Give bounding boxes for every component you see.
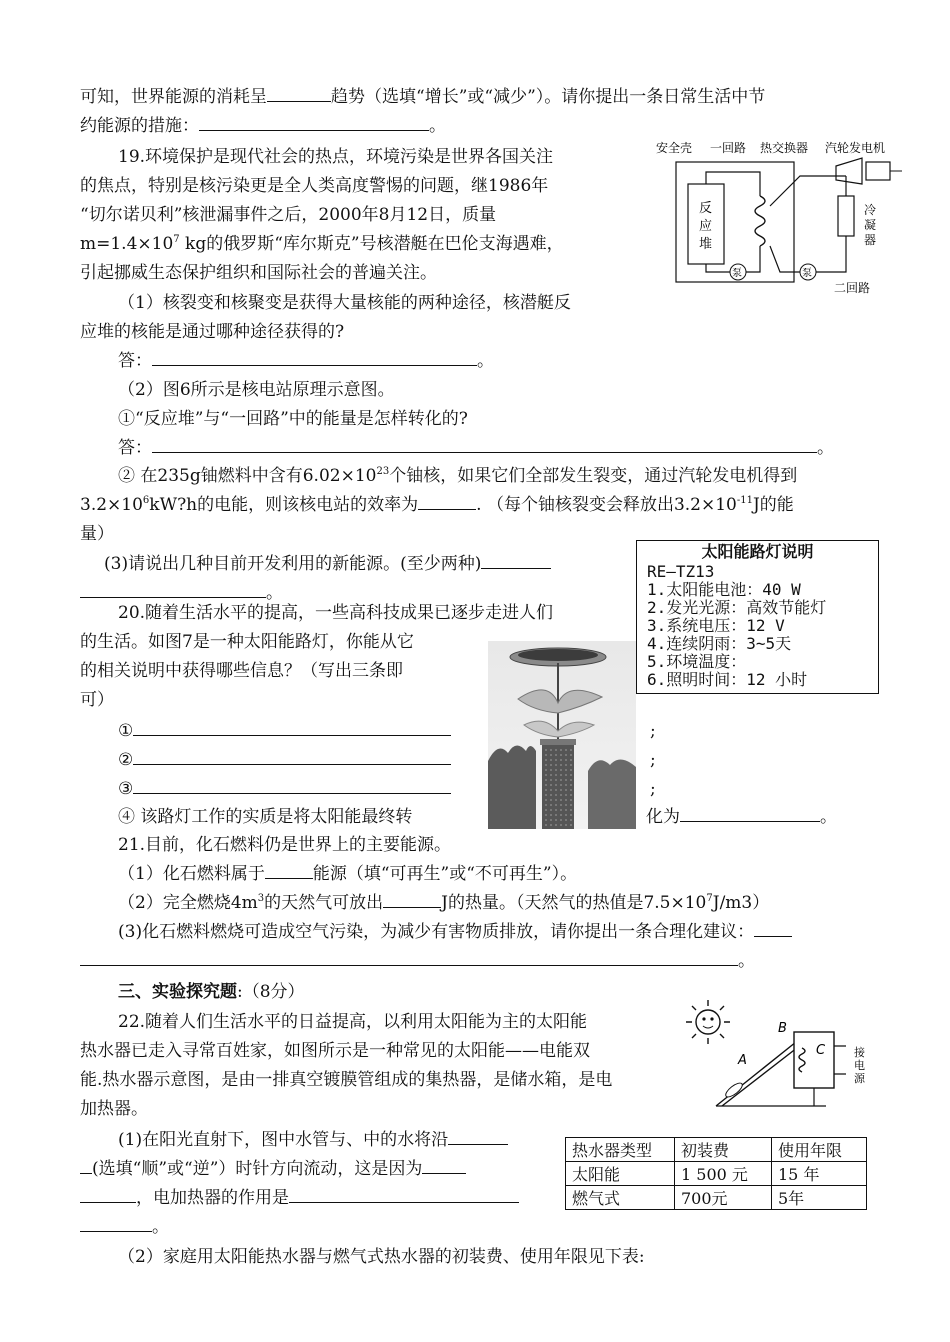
q19-answer-line [118, 437, 834, 459]
superscript: 23 [376, 466, 390, 477]
q21-part1 [118, 863, 577, 885]
q19-part3-cont [80, 582, 283, 604]
q19-line: “切尔诺贝利”核泄漏事件之后，2000年8月12日，质量 [80, 205, 497, 225]
superscript: 6 [142, 495, 150, 506]
item-marker: ③ [118, 779, 134, 799]
q20-text: 化为 [646, 807, 680, 827]
q20-line: 的相关说明中获得哪些信息？（写出三条即 [80, 661, 403, 681]
q19-line: 的焦点，特别是核污染更是全人类高度警惕的问题，继1986年 [80, 176, 549, 196]
blank[interactable] [680, 806, 820, 822]
q20-info-1 [118, 720, 451, 742]
q21-text: J的热量。（天然气的热值是7.5×10 [441, 893, 707, 913]
blank[interactable] [152, 350, 477, 366]
punct: 。 [820, 807, 837, 827]
q19-text: 个铀核，如果它们全部发生裂变，通过汽轮发电机得到 [389, 466, 798, 486]
blank[interactable] [199, 115, 429, 131]
superscript: 7 [173, 234, 180, 245]
punct: 。 [738, 951, 755, 971]
blank[interactable] [265, 863, 313, 879]
blank[interactable] [422, 1158, 466, 1174]
q19-part1: 应堆的核能是通过哪种途径获得的? [80, 322, 345, 342]
condenser [838, 196, 854, 236]
spec-title: 太阳能路灯说明 [701, 542, 814, 561]
q18-text: 约能源的措施： [80, 116, 199, 136]
label-power: 接 [854, 1046, 865, 1059]
q19-text: 3.2×10 [80, 495, 143, 515]
table-cell: 15 年 [772, 1162, 867, 1186]
blank[interactable] [418, 494, 476, 510]
q18-text: 。 [429, 116, 446, 136]
punct: 。 [477, 351, 494, 371]
q18-text: 趋势（选填“增长”或“减少”）。请你提出一条日常生活中节 [331, 87, 766, 107]
q20-info-4-end [646, 806, 837, 828]
label-pump: 泵 [802, 268, 812, 279]
blank[interactable] [80, 950, 738, 966]
q21-part2 [118, 892, 769, 914]
heat-exchanger-coil [755, 196, 765, 246]
label-loop1: 一回路 [710, 141, 747, 155]
blank[interactable] [152, 437, 817, 453]
q19-text: m=1.4×10 [80, 234, 174, 254]
q18-line-1 [80, 86, 765, 108]
label-reactor: 应 [699, 219, 713, 234]
spec-item: 3.系统电压：12 V [647, 616, 785, 635]
label-c: C [816, 1043, 826, 1058]
q18-line-2 [80, 115, 446, 137]
q21-line: 21.目前，化石燃料仍是世界上的主要能源。 [118, 835, 452, 855]
storage-tank [794, 1032, 834, 1088]
blank[interactable] [289, 1187, 519, 1203]
sun-icon [686, 1000, 730, 1044]
q20-line: 的生活。如图7是一种太阳能路灯，你能从它 [80, 632, 414, 652]
label-loop2: 二回路 [834, 281, 871, 295]
table-header: 初装费 [675, 1138, 772, 1162]
table-cell: 5年 [772, 1186, 867, 1210]
semicolon: ; [650, 721, 656, 741]
q22-line: 22.随着人们生活水平的日益提高，以利用太阳能为主的太阳能 [118, 1012, 588, 1032]
semicolon: ; [650, 779, 656, 799]
q22-text: (选填“顺”或“逆”）时针方向流动，这是因为 [92, 1159, 423, 1179]
superscript: 7 [706, 893, 713, 904]
item-marker: ① [118, 721, 134, 741]
spec-item: 4.连续阴雨：3~5天 [647, 634, 792, 653]
q19-line: 19.环境保护是现代社会的热点，环境污染是世界各国关注 [118, 147, 554, 167]
section-heading: 三、实验探究题 [118, 982, 237, 1002]
blank[interactable] [383, 892, 441, 908]
table-row [566, 1186, 867, 1210]
trees-right [588, 759, 636, 829]
blank[interactable] [267, 86, 331, 102]
solar-panel-cells [518, 649, 598, 661]
table-header-row [566, 1138, 867, 1162]
answer-label: 答： [118, 351, 152, 371]
q18-text: 可知，世界能源的消耗呈 [80, 87, 267, 107]
primary-loop [706, 172, 760, 272]
q22-text: (1)在阳光直射下，图中水管与、中的水将沿 [118, 1130, 449, 1150]
q22-part1 [80, 1216, 169, 1238]
q21-text: J/m3） [712, 893, 770, 913]
solar-lamp-spec-box [636, 540, 879, 694]
power-wires [834, 1046, 846, 1074]
label-condenser: 凝 [864, 218, 877, 232]
spec-item: 1.太阳能电池：40 W [647, 580, 801, 599]
blank[interactable] [133, 720, 451, 736]
generator [866, 162, 890, 180]
superscript: -11 [736, 495, 753, 506]
q20-info-3 [118, 778, 451, 800]
q22-part1 [80, 1158, 466, 1180]
punct: 。 [152, 1217, 169, 1237]
lamp-column [542, 741, 574, 829]
q22-line: 能.热水器示意图，是由一排真空镀膜管组成的集热器，是储水箱，是电 [80, 1070, 613, 1090]
spec-item: 2.发光光源：高效节能灯 [647, 598, 827, 617]
q19-text: (3)请说出几种目前开发利用的新能源。(至少两种) [104, 554, 482, 574]
q20-info-2 [118, 749, 451, 771]
q19-text: ② 在235g铀燃料中含有6.02×10 [118, 466, 377, 486]
label-b: B [778, 1021, 787, 1036]
q20-line: 可） [80, 690, 114, 710]
label-heat-exchanger: 热交换器 [760, 141, 809, 155]
q19-part2: （2）图6所示是核电站原理示意图。 [118, 380, 395, 400]
q19-part2-1: ①“反应堆”与“一回路”中的能量是怎样转化的? [118, 409, 468, 429]
q19-part3 [104, 553, 551, 575]
spec-item: 6.照明时间：12 小时 [647, 670, 808, 689]
q22-part2: （2）家庭用太阳能热水器与燃气式热水器的初装费、使用年限见下表: [118, 1247, 645, 1267]
answer-label: 答： [118, 438, 152, 458]
superscript: 3 [257, 893, 265, 904]
semicolon: ; [650, 750, 656, 770]
label-turbine: 汽轮发电机 [825, 141, 886, 155]
secondary-loop [770, 176, 846, 272]
heater-comparison-table [565, 1137, 867, 1210]
q21-text: （1）化石燃料属于 [118, 864, 265, 884]
q21-text: (3)化石燃料燃烧可造成空气污染，为减少有害物质排放，请你提出一条合理化建议： [118, 922, 755, 942]
label-condenser: 器 [864, 233, 877, 247]
trees-left [488, 745, 536, 829]
q19-answer-line [118, 350, 494, 372]
q19-text: . （每个铀核裂变会释放出3.2×10 [476, 495, 737, 515]
turbine [836, 158, 862, 184]
q21-part3-cont [80, 950, 755, 972]
section-title [118, 981, 305, 1003]
label-reactor: 反 [699, 201, 713, 216]
blank[interactable] [80, 1216, 152, 1232]
solar-street-lamp-photo [488, 641, 636, 829]
table-header: 使用年限 [772, 1138, 867, 1162]
blank[interactable] [80, 1187, 136, 1203]
q22-part1 [118, 1129, 508, 1151]
table-cell: 太阳能 [566, 1162, 675, 1186]
solar-water-heater-diagram [676, 994, 890, 1112]
label-shell: 安全壳 [656, 141, 693, 155]
spec-item: 5.环境温度： [647, 652, 747, 671]
nuclear-plant-diagram [650, 136, 912, 296]
blank[interactable] [448, 1129, 508, 1145]
blank[interactable] [133, 749, 451, 765]
collector-tube [722, 1044, 802, 1106]
table-cell: 1 500 元 [675, 1162, 772, 1186]
section-score: :（8分） [237, 982, 305, 1002]
q19-text: kW?h的电能，则该核电站的效率为 [149, 495, 419, 515]
q22-text: ，电加热器的作用是 [136, 1188, 289, 1208]
q19-line: 引起挪威生态保护组织和国际社会的普遍关注。 [80, 263, 437, 283]
q21-part3 [118, 921, 792, 943]
blank[interactable] [80, 1158, 92, 1174]
label-a: A [738, 1053, 747, 1068]
label-power: 源 [854, 1072, 865, 1085]
blank[interactable] [80, 582, 266, 598]
q20-line: 20.随着生活水平的提高，一些高科技成果已逐步走进人们 [118, 603, 554, 623]
table-cell: 燃气式 [566, 1186, 675, 1210]
label-power: 电 [854, 1059, 865, 1072]
q19-line [80, 233, 564, 255]
q22-part1 [80, 1187, 519, 1209]
q21-text: 能源（填“可再生”或“不可再生”）。 [312, 864, 578, 884]
q21-text: 的天然气可放出 [264, 893, 384, 913]
q21-text: （2）完全燃烧4m [118, 893, 258, 913]
q19-part2-2 [118, 465, 797, 487]
q19-part1: （1）核裂变和核聚变是获得大量核能的两种途径，核潜艇反 [118, 293, 571, 313]
table-row [566, 1162, 867, 1186]
spec-model: RE—TZ13 [647, 562, 715, 581]
q22-line: 加热器。 [80, 1099, 148, 1119]
q22-line: 热水器已走入寻常百姓家，如图所示是一种常见的太阳能——电能双 [80, 1041, 590, 1061]
blank[interactable] [754, 921, 792, 937]
q20-info-4: ④ 该路灯工作的实质是将太阳能最终转 [118, 807, 413, 827]
blank[interactable] [481, 553, 551, 569]
punct: 。 [266, 583, 283, 603]
label-condenser: 冷 [864, 203, 877, 217]
item-marker: ② [118, 750, 134, 770]
q19-part2-3 [80, 494, 794, 516]
table-cell: 700元 [675, 1186, 772, 1210]
table-header: 热水器类型 [566, 1138, 675, 1162]
q19-text: kg的俄罗斯“库尔斯克”号核潜艇在巴伦支海遇难， [179, 234, 564, 254]
q19-part2-4: 量） [80, 524, 114, 544]
punct: 。 [817, 438, 834, 458]
label-reactor: 堆 [699, 237, 713, 252]
blank[interactable] [133, 778, 451, 794]
q19-text: J的能 [752, 495, 794, 515]
label-pump: 泵 [732, 268, 742, 279]
column-cap [540, 739, 576, 745]
